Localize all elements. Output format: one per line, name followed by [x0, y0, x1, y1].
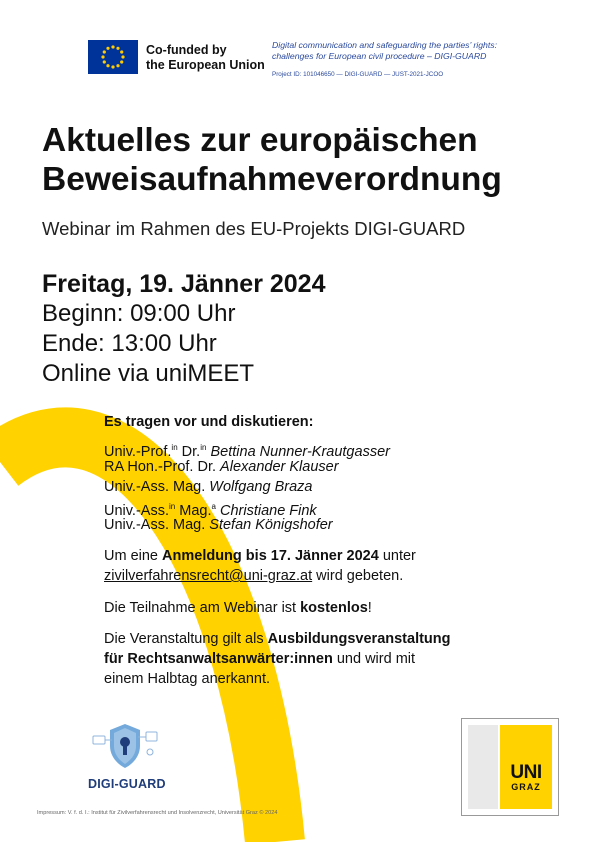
- registration-note: [104, 546, 524, 586]
- imprint: Impressum: V. f. d. I.: Institut für Zivilverfahrensrecht und Insolvenzrecht, Universität Graz © 2024: [37, 810, 278, 816]
- fee-free: kostenlos: [300, 600, 368, 616]
- training-text: Die Veranstaltung gilt als: [104, 631, 268, 647]
- speaker-title-sup: in: [169, 502, 176, 511]
- speaker-title-sup: in: [200, 443, 207, 452]
- logo-text-graz: GRAZ: [511, 782, 541, 792]
- registration-email-link[interactable]: zivilverfahrensrecht@uni-graz.at: [104, 568, 313, 584]
- training-note: [104, 629, 524, 689]
- project-id: Project ID: 101046650 — DIGI-GUARD — JUST-2021-JCOO: [272, 71, 444, 78]
- logo-grey-panel: [468, 725, 498, 809]
- eu-line-1: Co-funded by: [146, 43, 227, 57]
- project-description: [272, 40, 572, 62]
- speaker-title: Univ.-Ass. Mag.: [104, 479, 206, 495]
- speaker-name: Wolfgang Braza: [209, 479, 313, 495]
- digi-guard-shield-icon: [90, 722, 160, 770]
- logo-text-uni: UNI: [510, 762, 542, 783]
- subtitle: Webinar im Rahmen des EU-Projekts DIGI-GUARD: [42, 218, 466, 239]
- speaker-item: [104, 458, 339, 477]
- registration-text: Um eine: [104, 548, 163, 564]
- eu-line-2: the European Union: [146, 58, 265, 72]
- speaker-name: Alexander Klauser: [220, 459, 339, 475]
- speaker-title: Univ.-Ass. Mag.: [104, 517, 206, 533]
- speaker-title-mid: Mag.: [175, 502, 212, 519]
- speaker-title-sup: a: [211, 502, 216, 511]
- eu-flag-icon: [88, 40, 138, 74]
- speaker-name: Bettina Nunner-Krautgasser: [210, 443, 390, 460]
- title-line-1: Aktuelles zur europäischen: [42, 122, 478, 159]
- speaker-title-sup: in: [171, 443, 178, 452]
- registration-text: unter: [378, 548, 416, 564]
- speaker-title: Univ.-Ass.: [104, 502, 169, 519]
- fee-note: [104, 598, 524, 618]
- event-start: Beginn: 09:00 Uhr: [42, 300, 236, 327]
- training-text: und wird mit: [332, 651, 416, 667]
- event-location: Online via uniMEET: [42, 360, 255, 387]
- speaker-title: RA Hon.-Prof. Dr.: [104, 459, 217, 475]
- event-date: Freitag, 19. Jänner 2024: [42, 270, 326, 298]
- registration-text: wird gebeten.: [312, 568, 404, 584]
- fee-text: Die Teilnahme am Webinar ist: [104, 600, 301, 616]
- registration-deadline: Anmeldung bis 17. Jänner 2024: [162, 548, 379, 564]
- event-end: Ende: 13:00 Uhr: [42, 330, 217, 357]
- title-line-2: Beweisaufnahmeverordnung: [42, 161, 502, 198]
- fee-text: !: [367, 600, 372, 616]
- speaker-item: [104, 478, 312, 497]
- eu-cofunded-text: [146, 43, 265, 73]
- training-bold: für Rechtsanwaltsanwärter:innen: [104, 651, 333, 667]
- speaker-name: Christiane Fink: [219, 502, 317, 519]
- speakers-heading: Es tragen vor und diskutieren:: [104, 414, 314, 430]
- speaker-title-mid: Dr.: [177, 443, 201, 460]
- training-text: einem Halbtag anerkannt.: [104, 671, 271, 687]
- project-desc-line-2: challenges for European civil procedure – DIGI-GUARD: [272, 51, 487, 61]
- speaker-item: [104, 516, 333, 535]
- speaker-name: Stefan Königshofer: [209, 517, 333, 533]
- page-title: [42, 121, 582, 199]
- uni-graz-logo: [461, 718, 559, 816]
- digi-guard-logo-text: DIGI-GUARD: [88, 777, 166, 791]
- project-desc-line-1: Digital communication and safeguarding the parties’ rights:: [272, 40, 498, 50]
- speaker-title: Univ.-Prof.: [104, 443, 172, 460]
- training-bold: Ausbildungsveranstaltung: [267, 631, 451, 647]
- logo-text: [502, 764, 550, 792]
